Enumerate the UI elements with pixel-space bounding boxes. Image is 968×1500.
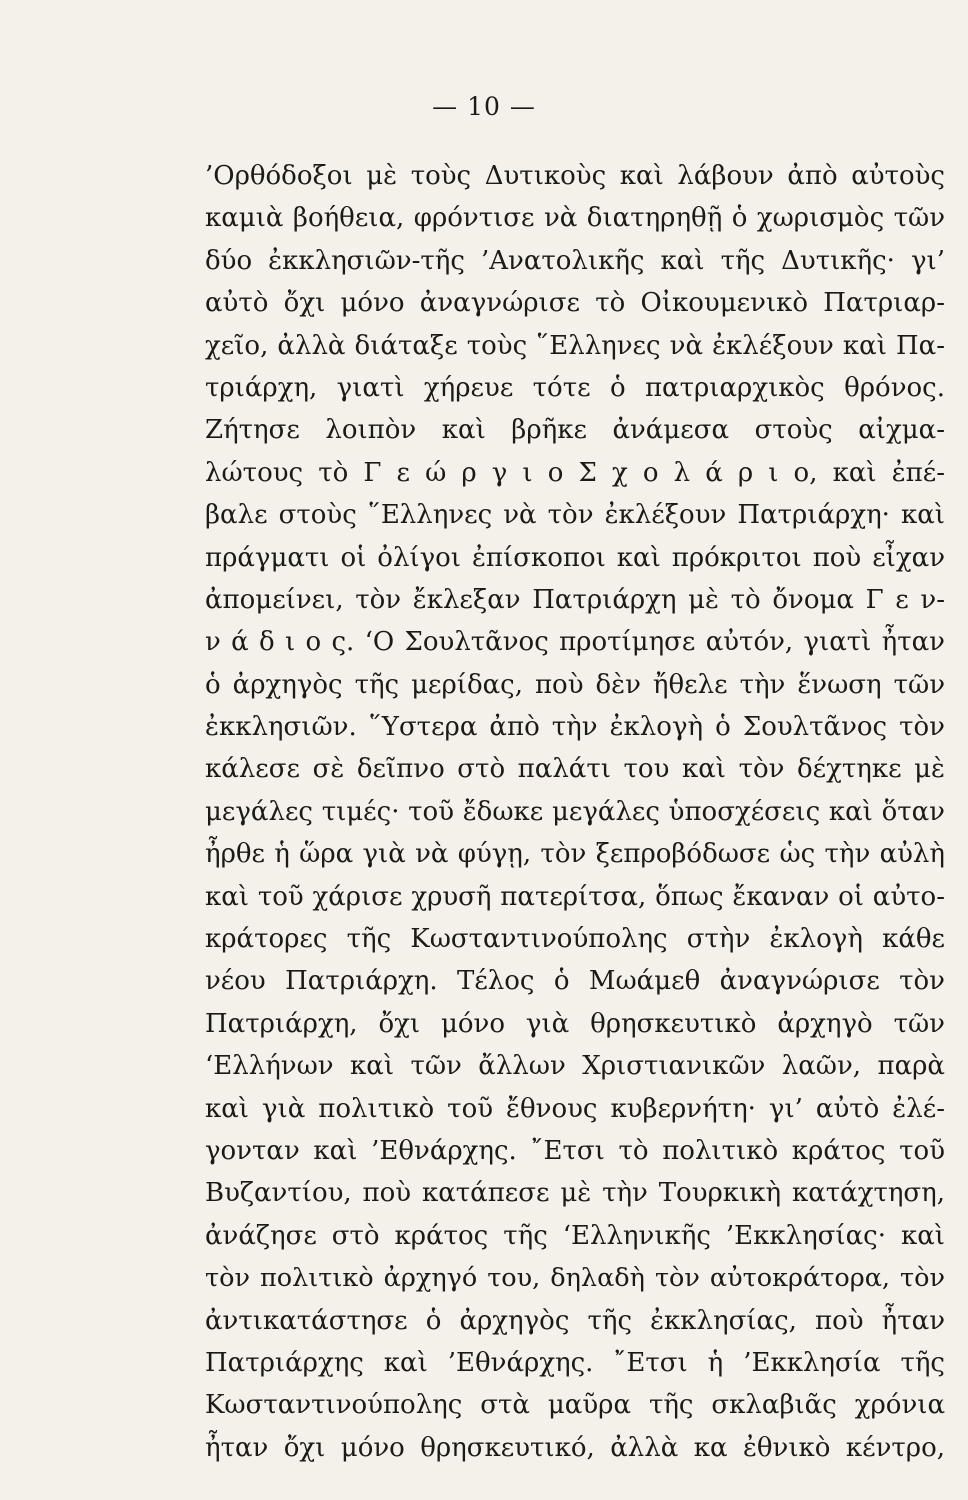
text-line: βαλε στοὺς ῞Ελληνες νὰ τὸν ἐκλέξουν Πατριάρχη· καὶ: [205, 500, 945, 531]
text-line: νέου Πατριάρχη. Τέλος ὁ Μωάμεθ ἀναγνώρισε τὸν: [205, 966, 945, 997]
text-line: καμιὰ βοήθεια, φρόντισε νὰ διατηρηθῇ ὁ χωρισμὸς τῶν: [205, 203, 945, 234]
body-text: [205, 155, 945, 1469]
page-number: — 10 —: [432, 92, 536, 121]
text-line: ἦταν ὄχι μόνο θρησκευτικό, ἀλλὰ κα ἐθνικὸ κέντρο,: [205, 1432, 945, 1463]
text-line: λώτους τὸ Γ ε ώ ρ γ ι ο Σ χ ο λ ά ρ ι ο, καὶ ἐπέ-: [205, 457, 945, 488]
text-line: Κωσταντινούπολης στὰ μαῦρα τῆς σκλαβιᾶς χρόνια: [205, 1390, 945, 1421]
text-line: ἀνάζησε στὸ κράτος τῆς ‘Ελληνικῆς ’Εκκλησίας· καὶ: [205, 1220, 945, 1251]
text-line: Πατριάρχης καὶ ’Εθνάρχης. ῎Ετσι ἡ ’Εκκλησία τῆς: [205, 1347, 945, 1378]
text-line: ἐκκλησιῶν. ῞Υστερα ἀπὸ τὴν ἐκλογὴ ὁ Σουλτᾶνος τὸν: [205, 712, 945, 743]
text-line: κράτορες τῆς Κωσταντινούπολης στὴν ἐκλογὴ κάθε: [205, 924, 945, 955]
text-line: Ζήτησε λοιπὸν καὶ βρῆκε ἀνάμεσα στοὺς αἰχμα-: [205, 415, 945, 446]
text-line: ’Ορθόδοξοι μὲ τοὺς Δυτικοὺς καὶ λάβουν ἀπὸ αὐτοὺς: [205, 161, 945, 191]
text-line: τὸν πολιτικὸ ἀρχηγό του, δηλαδὴ τὸν αὐτοκράτορα, τὸν: [205, 1263, 945, 1294]
text-line: Πατριάρχη, ὄχι μόνο γιὰ θρησκευτικὸ ἀρχηγὸ τῶν: [205, 1008, 945, 1039]
text-line: αὐτὸ ὄχι μόνο ἀναγνώρισε τὸ Οἰκουμενικὸ Πατριαρ-: [205, 288, 945, 319]
text-line: ἦρθε ἡ ὥρα γιὰ νὰ φύγῃ, τὸν ξεπροβόδωσε ὡς τὴν αὐλὴ: [205, 839, 945, 870]
text-line: γονταν καὶ ’Εθνάρχης. ῎Ετσι τὸ πολιτικὸ κράτος τοῦ: [205, 1135, 945, 1166]
text-line: καὶ γιὰ πολιτικὸ τοῦ ἔθνους κυβερνήτη· γι’ αὐτὸ ἐλέ-: [205, 1093, 945, 1124]
text-line: ν ά δ ι ο ς. ‘Ο Σουλτᾶνος προτίμησε αὐτόν, γιατὶ ἦταν: [205, 627, 945, 658]
text-line: ἀπομείνει, τὸν ἔκλεξαν Πατριάρχη μὲ τὸ ὄνομα Γ ε ν-: [205, 584, 945, 615]
text-line: ‘Ελλήνων καὶ τῶν ἄλλων Χριστιανικῶν λαῶν, παρὰ: [205, 1051, 945, 1082]
text-line: δύο ἐκκλησιῶν-τῆς ’Ανατολικῆς καὶ τῆς Δυτικῆς· γι’: [205, 245, 945, 276]
text-line: Βυζαντίου, ποὺ κατάπεσε μὲ τὴν Τουρκικὴ κατάχτηση,: [205, 1178, 945, 1209]
text-line: μεγάλες τιμές· τοῦ ἔδωκε μεγάλες ὑποσχέσεις καὶ ὅταν: [205, 796, 945, 827]
text-line: πράγματι οἱ ὀλίγοι ἐπίσκοποι καὶ πρόκριτοι ποὺ εἶχαν: [205, 542, 945, 573]
text-line: ἀντικατάστησε ὁ ἀρχηγὸς τῆς ἐκκλησίας, ποὺ ἦταν: [205, 1305, 945, 1336]
text-line: καὶ τοῦ χάρισε χρυσῆ πατερίτσα, ὅπως ἔκαναν οἱ αὐτο-: [205, 881, 945, 912]
text-line: ὁ ἀρχηγὸς τῆς μερίδας, ποὺ δὲν ἤθελε τὴν ἕνωση τῶν: [205, 669, 945, 700]
text-line: χεῖο, ἀλλὰ διάταξε τοὺς ῞Ελληνες νὰ ἐκλέξουν καὶ Πα-: [205, 330, 945, 361]
text-line: τριάρχη, γιατὶ χήρευε τότε ὁ πατριαρχικὸς θρόνος.: [205, 372, 945, 403]
text-line: κάλεσε σὲ δεῖπνο στὸ παλάτι του καὶ τὸν δέχτηκε μὲ: [205, 754, 945, 785]
